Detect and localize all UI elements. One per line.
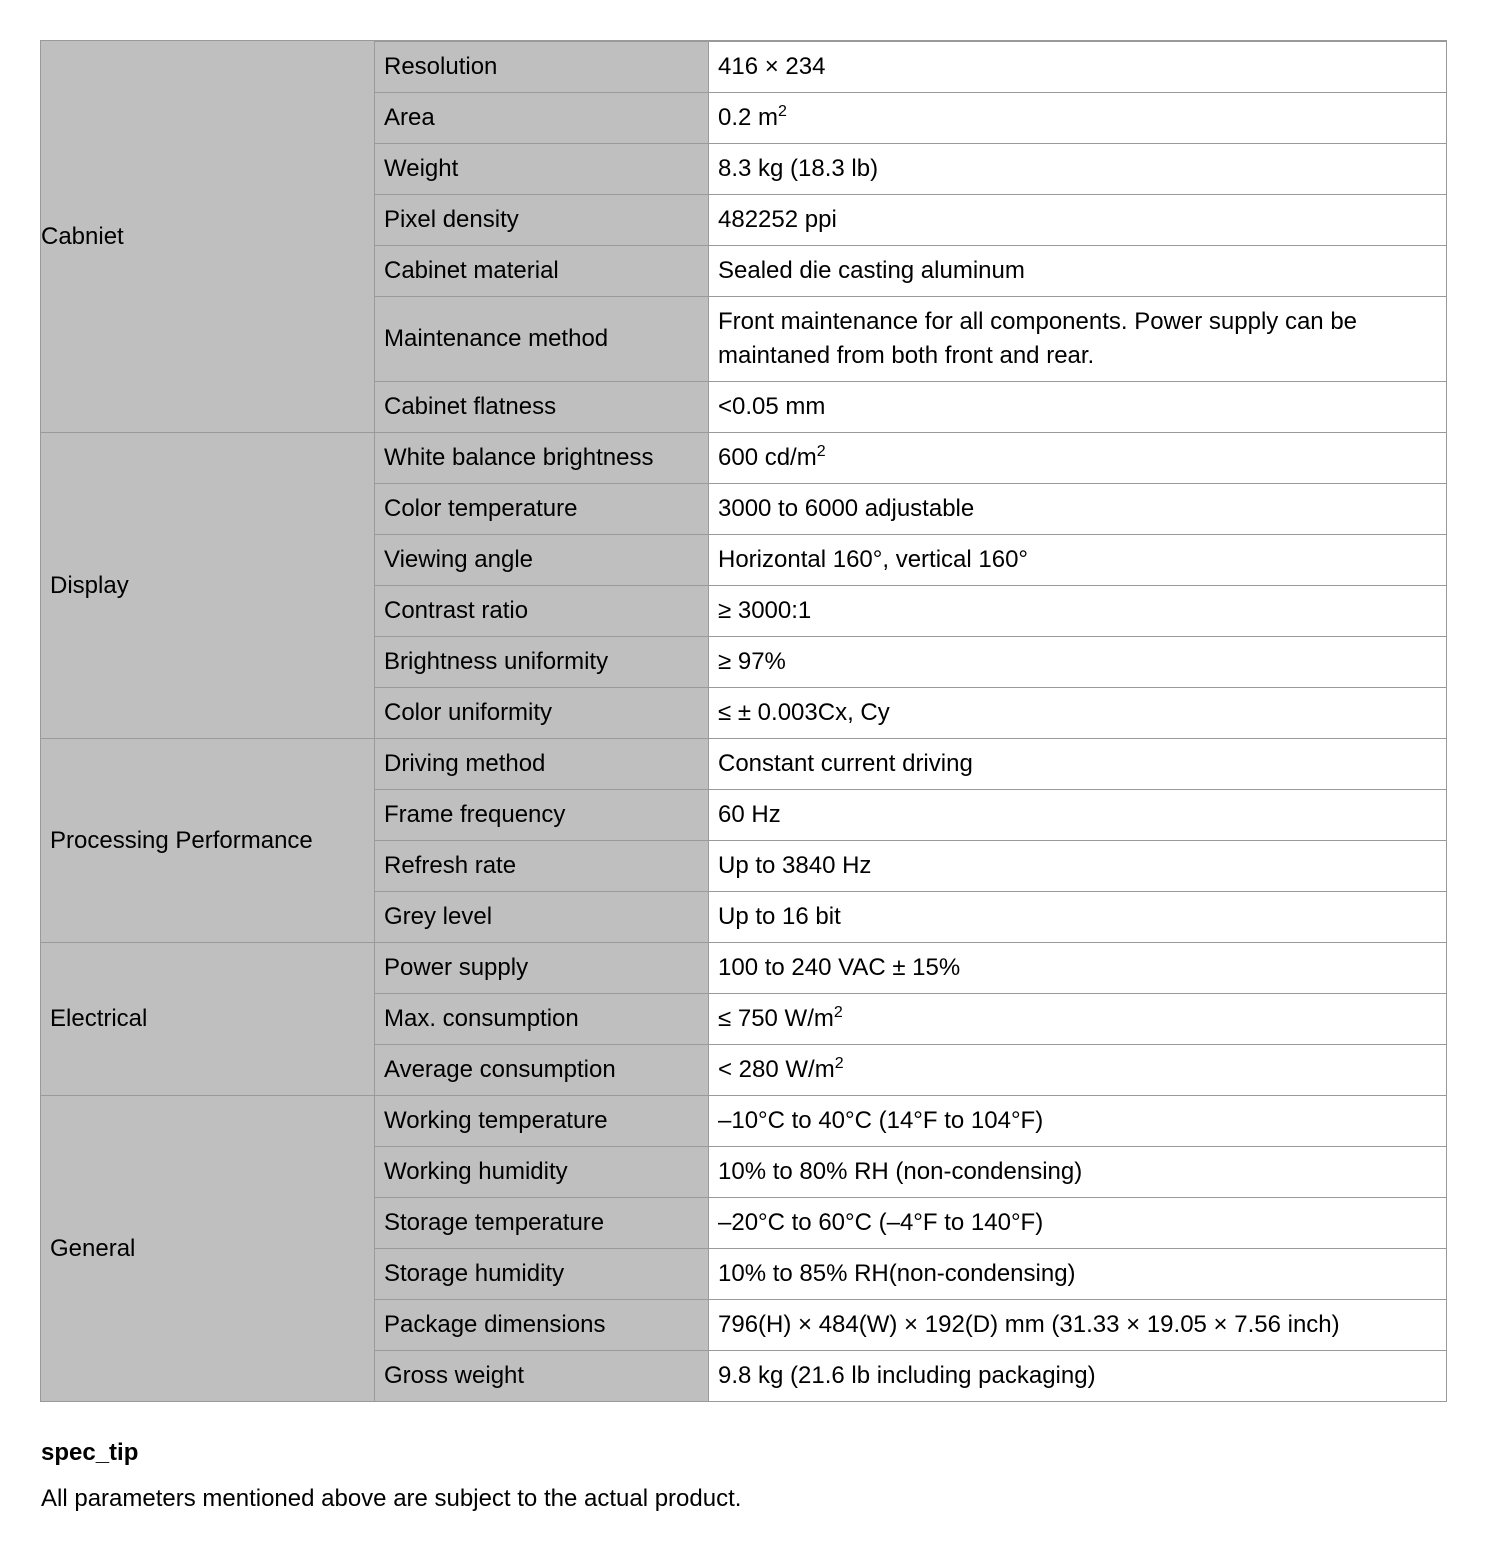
parameter-cell: Grey level — [375, 892, 709, 943]
value-text: Sealed die casting aluminum — [718, 257, 1025, 284]
parameter-cell: Viewing angle — [375, 535, 709, 586]
value-cell — [709, 144, 1447, 195]
value-text: 10% to 85% RH(non-condensing) — [718, 1260, 1076, 1287]
parameter-cell: Contrast ratio — [375, 586, 709, 637]
superscript: 2 — [816, 443, 826, 460]
table-row — [41, 943, 1447, 994]
parameter-cell: Power supply — [375, 943, 709, 994]
value-text: –10°C to 40°C (14°F to 104°F) — [718, 1107, 1044, 1134]
value-text: 10% to 80% RH (non-condensing) — [718, 1158, 1083, 1185]
table-row — [41, 739, 1447, 790]
value-text: 482252 ppi — [718, 206, 837, 233]
superscript: 2 — [778, 103, 787, 120]
value-text: 0.2 m — [718, 104, 779, 131]
value-text: < 280 W/m — [718, 1056, 835, 1083]
parameter-cell: Cabinet flatness — [375, 382, 709, 433]
value-text: 9.8 kg (21.6 lb including packaging) — [718, 1362, 1096, 1389]
parameter-cell: Color uniformity — [375, 688, 709, 739]
value-text: Up to 3840 Hz — [718, 852, 872, 879]
superscript: 2 — [834, 1055, 844, 1072]
parameter-cell: Max. consumption — [375, 994, 709, 1045]
value-cell — [709, 1096, 1447, 1147]
category-cell: Cabniet — [41, 41, 375, 433]
value-text: 8.3 kg (18.3 lb) — [718, 155, 879, 182]
value-cell — [709, 382, 1447, 433]
parameter-cell: Resolution — [375, 42, 709, 93]
value-cell — [709, 586, 1447, 637]
table-row — [41, 1096, 1447, 1147]
parameter-cell: Package dimensions — [375, 1300, 709, 1351]
value-text: ≥ 97% — [718, 648, 786, 675]
value-cell — [709, 484, 1447, 535]
value-cell — [709, 1045, 1447, 1096]
value-cell — [709, 841, 1447, 892]
parameter-cell: Working humidity — [375, 1147, 709, 1198]
value-cell — [709, 892, 1447, 943]
category-cell: Electrical — [41, 943, 375, 1096]
value-text: ≤ 750 W/m — [718, 1005, 834, 1032]
parameter-cell: Pixel density — [375, 195, 709, 246]
parameter-cell: Brightness uniformity — [375, 637, 709, 688]
category-cell: Display — [41, 433, 375, 739]
value-cell — [709, 943, 1447, 994]
value-text: Horizontal 160°, vertical 160° — [718, 546, 1029, 573]
category-cell: General — [41, 1096, 375, 1402]
value-cell — [709, 297, 1447, 382]
spec-tip-title: spec_tip — [41, 1439, 139, 1466]
parameter-cell: Gross weight — [375, 1351, 709, 1402]
parameter-cell: Weight — [375, 144, 709, 195]
value-cell — [709, 739, 1447, 790]
value-text: 3000 to 6000 adjustable — [718, 495, 975, 522]
parameter-cell: Maintenance method — [375, 297, 709, 382]
value-cell — [709, 1300, 1447, 1351]
parameter-cell: Color temperature — [375, 484, 709, 535]
superscript: 2 — [833, 1004, 843, 1021]
value-cell — [709, 688, 1447, 739]
value-text: ≤ ± 0.003Cx, Cy — [718, 699, 890, 726]
value-cell — [709, 93, 1447, 144]
value-cell — [709, 1351, 1447, 1402]
parameter-cell: Storage temperature — [375, 1198, 709, 1249]
spec-tip-text: All parameters mentioned above are subject to the actual product. — [41, 1485, 742, 1512]
parameter-cell: Driving method — [375, 739, 709, 790]
value-cell — [709, 42, 1447, 93]
value-cell — [709, 637, 1447, 688]
value-cell — [709, 790, 1447, 841]
value-text: Front maintenance for all components. Power supply can be maintaned from both front and rear. — [718, 308, 1358, 369]
value-cell — [709, 994, 1447, 1045]
parameter-cell: Cabinet material — [375, 246, 709, 297]
value-cell — [709, 433, 1447, 484]
value-cell — [709, 535, 1447, 586]
value-cell — [709, 246, 1447, 297]
value-cell — [709, 1198, 1447, 1249]
value-text: 796(H) × 484(W) × 192(D) mm (31.33 × 19.05 × 7.56 inch) — [718, 1311, 1340, 1338]
value-text: 60 Hz — [718, 801, 781, 828]
value-text: <0.05 mm — [718, 393, 826, 420]
value-text: –20°C to 60°C (–4°F to 140°F) — [718, 1209, 1044, 1236]
category-cell: Processing Performance — [41, 739, 375, 943]
parameter-cell: White balance brightness — [375, 433, 709, 484]
value-text: 100 to 240 VAC ± 15% — [718, 954, 961, 981]
parameter-cell: Area — [375, 93, 709, 144]
table-row — [41, 433, 1447, 484]
parameter-cell: Working temperature — [375, 1096, 709, 1147]
value-text: Up to 16 bit — [718, 903, 841, 930]
spec-table — [40, 40, 1447, 1402]
value-text: Constant current driving — [718, 750, 973, 777]
spec-table-body — [41, 41, 1447, 1402]
value-text: 416 × 234 — [718, 53, 826, 80]
parameter-cell: Frame frequency — [375, 790, 709, 841]
value-text: 600 cd/m — [718, 444, 817, 471]
parameter-cell: Average consumption — [375, 1045, 709, 1096]
parameter-cell: Refresh rate — [375, 841, 709, 892]
value-cell — [709, 1249, 1447, 1300]
value-cell — [709, 195, 1447, 246]
parameter-cell: Storage humidity — [375, 1249, 709, 1300]
value-cell — [709, 1147, 1447, 1198]
value-text: ≥ 3000:1 — [718, 597, 812, 624]
